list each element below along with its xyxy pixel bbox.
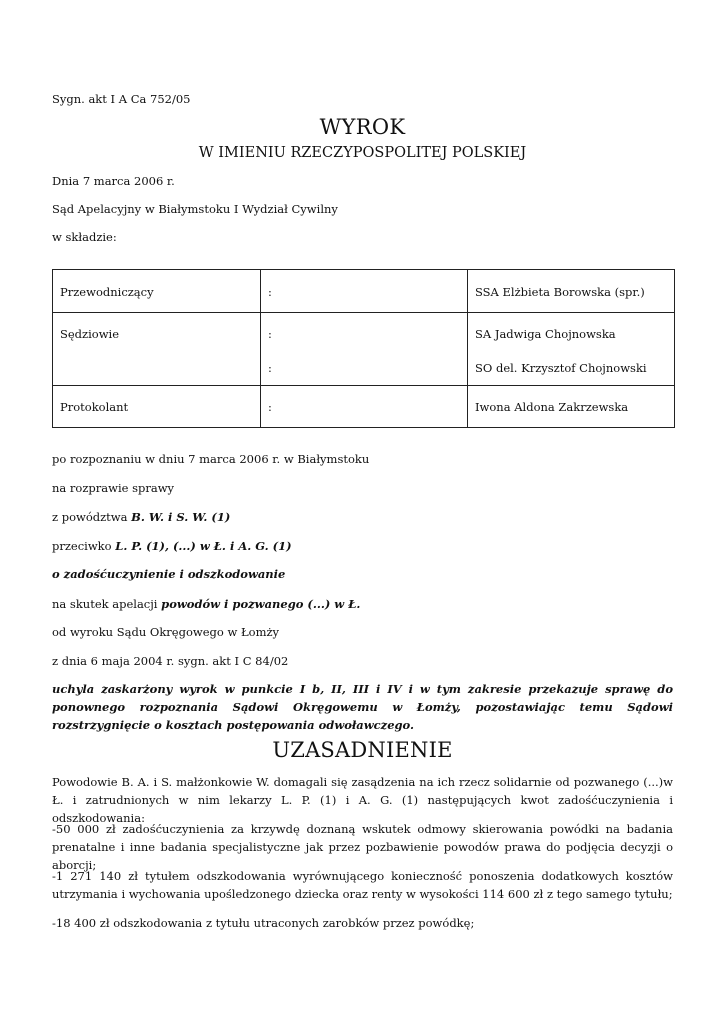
table-cell	[261, 270, 468, 313]
justification-paragraph: -1 271 140 zł tytułem odszkodowania wyrównującego konieczność ponoszenia dodatkowych kosztów utrzymania i wychowania upośledzonego dziecka oraz renty w wysokości 114 600 zł z tego samego tytułu;	[52, 869, 673, 901]
judge-name: SA Jadwiga Chojnowska	[475, 327, 616, 341]
presiding-name: SSA Elżbieta Borowska (spr.)	[475, 285, 645, 299]
session-line: na rozprawie sprawy	[52, 481, 175, 495]
composition-intro: w składzie:	[52, 230, 117, 244]
table-cell	[468, 270, 675, 313]
date-line: Dnia 7 marca 2006 r.	[52, 174, 175, 188]
plaintiff-prefix: z powództwa	[52, 510, 132, 524]
clerk-separator: :	[268, 400, 272, 414]
justification-heading: UZASADNIENIE	[272, 738, 453, 762]
judges-separator: :	[268, 361, 272, 375]
table-cell	[53, 270, 261, 313]
ruling-paragraph: uchyla zaskarżony wyrok w punkcie I b, II, III i IV i w tym zakresie przekazuje sprawę do ponownego rozpoznania Sądowi Okręgowemu w Łomży, pozostawiając temu Sądowi rozstrzygnięcie o kosztach postępowania odwoławczego.	[52, 682, 673, 732]
table-cell	[53, 313, 261, 386]
presiding-label: Przewodniczący	[60, 285, 154, 299]
judgment-date-line: z dnia 6 maja 2004 r. sygn. akt I C 84/02	[52, 654, 289, 668]
justification-paragraph: -18 400 zł odszkodowania z tytułu utraconych zarobków przez powódkę;	[52, 916, 475, 930]
table-cell	[53, 386, 261, 428]
hearing-line: po rozpoznaniu w dniu 7 marca 2006 r. w Białymstoku	[52, 452, 370, 466]
defendant-names: L. P. (1), (...) w Ł. i A. G. (1)	[115, 539, 292, 553]
court-line: Sąd Apelacyjny w Białymstoku I Wydział Cywilny	[52, 202, 338, 216]
presiding-separator: :	[268, 285, 272, 299]
appeal-line	[52, 597, 360, 611]
table-row	[53, 313, 675, 386]
table-row	[53, 386, 675, 428]
document-subtitle: W IMIENIU RZECZYPOSPOLITEJ POLSKIEJ	[198, 145, 527, 161]
justification-paragraph: -50 000 zł zadośćuczynienia za krzywdę doznaną wskutek odmowy skierowania powódki na badania prenatalne i inne badania specjalistyczne jak przez pozbawienie powodów prawa do podjęcia decyzji o aborcji;	[52, 822, 673, 872]
table-cell	[468, 386, 675, 428]
plaintiff-names: B. W. i S. W. (1)	[131, 510, 231, 524]
judgment-of-line: od wyroku Sądu Okręgowego w Łomży	[52, 625, 280, 639]
appeal-prefix: na skutek apelacji	[52, 597, 162, 611]
judges-separator: :	[268, 327, 272, 341]
table-row	[53, 270, 675, 313]
table-cell	[261, 386, 468, 428]
composition-table	[52, 269, 675, 428]
judge-name: SO del. Krzysztof Chojnowski	[475, 361, 647, 375]
document-title: WYROK	[319, 115, 406, 139]
justification-paragraph: Powodowie B. A. i S. małżonkowie W. domagali się zasądzenia na ich rzecz solidarnie od pozwanego (...)w Ł. i zatrudnionych w nim lekarzy L. P. (1) i A. G. (1) następujących kwot zadośćuczynienia i odszkodowania:	[52, 775, 673, 825]
table-cell	[468, 313, 675, 386]
case-number: Sygn. akt I A Ca 752/05	[52, 92, 191, 106]
plaintiff-line	[52, 510, 230, 524]
appeal-parties: powodów i pozwanego (...) w Ł.	[161, 597, 361, 611]
judges-label: Sędziowie	[60, 327, 120, 341]
defendant-prefix: przeciwko	[52, 539, 116, 553]
defendant-line	[52, 539, 292, 553]
subject-line: o zadośćuczynienie i odszkodowanie	[52, 567, 286, 581]
clerk-name: Iwona Aldona Zakrzewska	[475, 400, 629, 414]
table-cell	[261, 313, 468, 386]
clerk-label: Protokolant	[60, 400, 129, 414]
